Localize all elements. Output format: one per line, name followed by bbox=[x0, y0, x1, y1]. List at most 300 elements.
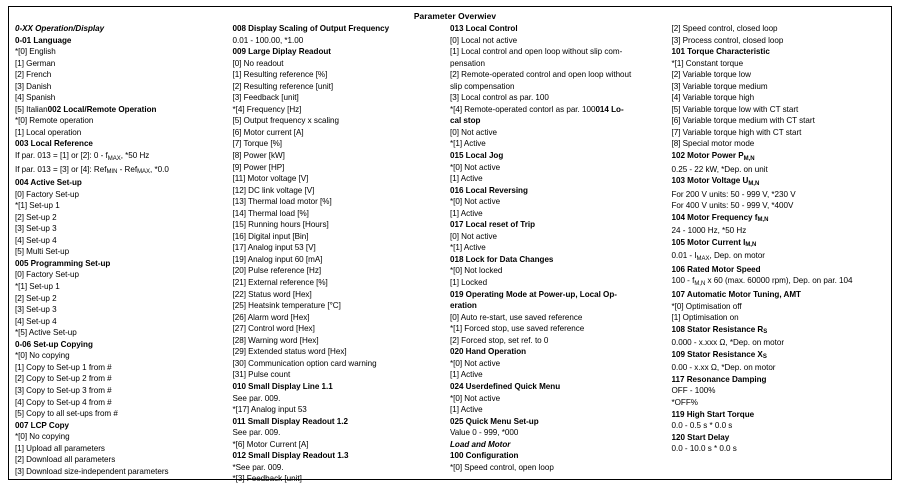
parameter-heading bbox=[233, 381, 445, 393]
parameter-option bbox=[672, 385, 886, 397]
parameter-heading bbox=[450, 289, 666, 301]
parameter-heading-text: 107 Automatic Motor Tuning, AMT bbox=[671, 290, 801, 300]
parameter-option-text: [1] Active bbox=[450, 208, 483, 218]
parameter-heading-text bbox=[672, 238, 757, 247]
parameter-option-text: *[0] Speed control, open loop bbox=[450, 462, 554, 472]
parameter-option-text: 0.0 - 10.0 s * 0.0 s bbox=[671, 444, 737, 454]
parameter-heading bbox=[450, 185, 666, 197]
parameter-option bbox=[15, 69, 227, 81]
parameter-option bbox=[233, 346, 445, 358]
parameter-option bbox=[233, 138, 445, 150]
parameter-option bbox=[233, 335, 445, 347]
parameter-option-text: [3] Local control as par. 100 bbox=[450, 93, 549, 103]
parameter-option bbox=[233, 150, 445, 162]
parameter-option bbox=[15, 431, 227, 443]
parameter-option-text: [2] Download all parameters bbox=[15, 455, 116, 465]
parameter-option-text: [1] German bbox=[15, 58, 56, 68]
parameter-option-text: 24 - 1000 Hz, *50 Hz bbox=[671, 226, 747, 236]
parameter-option-text: For 400 V units: 50 - 999 V, *400V bbox=[671, 201, 794, 211]
parameter-option-text: [2] Resulting reference [unit] bbox=[232, 81, 334, 91]
parameter-option-text: [6] Motor current [A] bbox=[232, 127, 304, 137]
parameter-heading bbox=[672, 289, 886, 301]
parameter-option bbox=[450, 369, 666, 381]
parameter-heading-text: 018 Lock for Data Changes bbox=[450, 254, 554, 264]
parameter-option-text: [3] Feedback [unit] bbox=[232, 93, 299, 103]
parameter-option bbox=[672, 138, 886, 150]
parameter-option-text: [3] Danish bbox=[15, 81, 52, 91]
parameter-option bbox=[15, 293, 227, 305]
parameter-option bbox=[233, 277, 445, 289]
parameter-heading bbox=[450, 300, 666, 312]
parameter-heading-prefix: 109 Stator Resistance X bbox=[671, 349, 763, 359]
parameter-heading-text: 005 Programming Set-up bbox=[15, 258, 111, 268]
parameter-option bbox=[672, 312, 886, 324]
parameter-heading bbox=[450, 346, 666, 358]
parameter-option bbox=[15, 223, 227, 235]
parameter-value-middle: - Ref bbox=[117, 164, 138, 174]
parameter-column-1 bbox=[15, 23, 233, 477]
parameter-option bbox=[672, 81, 886, 93]
parameter-option bbox=[233, 242, 445, 254]
parameter-option-text: *[1] Set-up 1 bbox=[15, 201, 60, 211]
parameter-heading-text: eration bbox=[450, 301, 477, 311]
parameter-subscript: MAX bbox=[107, 155, 121, 162]
parameter-option-text: [1] Copy to Set-up 1 from # bbox=[15, 362, 112, 372]
parameter-option bbox=[233, 369, 445, 381]
parameter-option-text: [4] Variable torque high bbox=[671, 93, 755, 103]
parameter-heading-prefix: 104 Motor Frequency f bbox=[671, 212, 758, 222]
parameter-option-text: For 200 V units: 50 - 999 V, *230 V bbox=[671, 189, 796, 199]
parameter-value-range bbox=[15, 164, 227, 178]
parameter-option bbox=[15, 46, 227, 58]
parameter-heading bbox=[233, 46, 445, 58]
parameter-heading bbox=[15, 258, 227, 270]
parameter-option bbox=[15, 81, 227, 93]
parameter-value-prefix: If par. 013 = [3] or [4]: Ref bbox=[15, 164, 107, 174]
parameter-option-text: [14] Thermal load [%] bbox=[232, 208, 309, 218]
parameter-option-text: [22] Status word [Hex] bbox=[232, 289, 312, 299]
parameter-option bbox=[233, 473, 445, 485]
parameter-heading-text: 008 Display Scaling of Output Frequency bbox=[232, 24, 390, 33]
parameter-option bbox=[15, 189, 227, 201]
parameter-option-text: [13] Thermal load motor [%] bbox=[232, 197, 332, 207]
parameter-heading-text: 014 Lo- bbox=[595, 104, 624, 114]
parameter-option-text: [3] Process control, closed loop bbox=[671, 35, 784, 45]
parameter-option bbox=[233, 393, 445, 405]
parameter-option bbox=[15, 397, 227, 409]
parameter-option-text: [0] Factory Set-up bbox=[15, 270, 79, 280]
parameter-option-text: [1] Resulting reference [%] bbox=[232, 70, 328, 80]
parameter-option-text: *[4] Remote-operated contorl as par. 100 bbox=[450, 104, 596, 114]
parameter-option bbox=[672, 225, 886, 237]
parameter-subscript: S bbox=[763, 329, 768, 336]
parameter-option-text: *[5] Active Set-up bbox=[15, 328, 77, 338]
parameter-heading bbox=[233, 450, 445, 462]
parameter-option-text: [1] Local operation bbox=[15, 127, 82, 137]
parameter-option bbox=[15, 385, 227, 397]
parameter-section-heading bbox=[450, 439, 666, 451]
parameter-option-text: [12] DC link voltage [V] bbox=[232, 185, 315, 195]
parameter-option bbox=[450, 393, 666, 405]
parameter-heading bbox=[672, 46, 886, 58]
parameter-option bbox=[233, 265, 445, 277]
parameter-option-text: [5] Output frequency x scaling bbox=[232, 116, 339, 126]
parameter-option-text: [2] Speed control, closed loop bbox=[671, 24, 778, 33]
parameter-heading-text: 010 Small Display Line 1.1 bbox=[232, 381, 333, 391]
parameter-option bbox=[672, 92, 886, 104]
parameter-heading-text: cal stop bbox=[450, 116, 481, 126]
parameter-option bbox=[233, 185, 445, 197]
parameter-option bbox=[15, 92, 227, 104]
parameter-heading-text: 007 LCP Copy bbox=[15, 420, 70, 430]
parameter-option bbox=[233, 312, 445, 324]
parameter-option bbox=[15, 200, 227, 212]
parameter-heading-text: 120 Start Delay bbox=[671, 432, 730, 442]
parameter-heading bbox=[672, 264, 886, 276]
parameter-subscript: M,N bbox=[748, 180, 760, 187]
parameter-heading bbox=[672, 175, 886, 189]
parameter-option-text: [4] Set-up 4 bbox=[15, 316, 57, 326]
parameter-option bbox=[672, 362, 886, 374]
parameter-option bbox=[15, 127, 227, 139]
parameter-option-text: [0] No readout bbox=[232, 58, 284, 68]
parameter-option-text: *[0] No copying bbox=[15, 432, 70, 442]
parameter-option bbox=[450, 127, 666, 139]
parameter-option bbox=[233, 162, 445, 174]
parameter-heading-text bbox=[672, 350, 767, 359]
parameter-heading-text: 009 Large Diplay Readout bbox=[232, 47, 331, 57]
parameter-option-text: [1] Active bbox=[450, 405, 483, 415]
parameter-option-text: [2] Forced stop, set ref. to 0 bbox=[450, 335, 549, 345]
parameter-heading bbox=[450, 115, 666, 127]
parameter-option bbox=[15, 316, 227, 328]
parameter-heading-text: 012 Small Display Readout 1.3 bbox=[232, 451, 349, 461]
parameter-heading-text: 013 Local Control bbox=[450, 24, 518, 33]
parameter-column-2 bbox=[233, 23, 451, 485]
parameter-value-suffix: , *50 Hz bbox=[120, 151, 150, 161]
parameter-heading bbox=[233, 416, 445, 428]
parameter-heading-text: 019 Operating Mode at Power-up, Local Op- bbox=[450, 289, 617, 299]
parameter-option bbox=[233, 104, 445, 116]
parameter-option bbox=[233, 404, 445, 416]
parameter-heading-text: 002 Local/Remote Operation bbox=[47, 104, 157, 114]
parameter-option-text: [8] Special motor mode bbox=[671, 139, 755, 149]
parameter-option bbox=[15, 304, 227, 316]
parameter-heading bbox=[450, 254, 666, 266]
parameter-option-text: *[0] Optimisation off bbox=[671, 301, 742, 311]
parameter-option bbox=[672, 23, 886, 35]
parameter-option bbox=[672, 443, 886, 455]
parameter-option bbox=[450, 173, 666, 185]
parameter-option-text: [2] Copy to Set-up 2 from # bbox=[15, 374, 112, 384]
parameter-heading bbox=[233, 23, 445, 35]
parameter-option-text: [9] Power [HP] bbox=[232, 162, 285, 172]
parameter-option-text: *[1] Forced stop, use saved reference bbox=[450, 324, 585, 334]
parameter-option bbox=[450, 242, 666, 254]
parameter-heading-text bbox=[672, 176, 760, 185]
parameter-value-prefix: 100 - f bbox=[671, 276, 695, 286]
parameter-option bbox=[672, 337, 886, 349]
parameter-heading-text: 0-06 Set-up Copying bbox=[15, 339, 93, 349]
parameter-option-text: Value 0 - 999, *000 bbox=[450, 428, 519, 438]
parameter-option bbox=[233, 289, 445, 301]
parameter-option-text: [11] Motor voltage [V] bbox=[232, 174, 309, 184]
parameter-column-4 bbox=[672, 23, 886, 455]
parameter-option bbox=[15, 373, 227, 385]
parameter-option bbox=[450, 196, 666, 208]
parameter-option-text: See par. 009. bbox=[232, 393, 281, 403]
parameter-option-text: *[0] Not locked bbox=[450, 266, 503, 276]
parameter-heading-text: 025 Quick Menu Set-up bbox=[450, 416, 539, 426]
parameter-heading-text: 100 Configuration bbox=[450, 451, 519, 461]
parameter-heading bbox=[672, 324, 886, 338]
parameter-option-text: *[1] Active bbox=[450, 243, 486, 253]
parameter-option bbox=[450, 323, 666, 335]
parameter-option-text: *[0] Not active bbox=[450, 197, 501, 207]
parameter-heading bbox=[450, 23, 666, 35]
parameter-section-heading bbox=[15, 23, 227, 35]
parameter-option bbox=[450, 335, 666, 347]
parameter-heading-text: 016 Local Reversing bbox=[450, 185, 528, 195]
parameter-subscript: MAX bbox=[137, 169, 151, 176]
parameter-option-text: [1] Optimisation on bbox=[671, 313, 739, 323]
parameter-option-text: [3] Copy to Set-up 3 from # bbox=[15, 385, 112, 395]
parameter-option bbox=[450, 427, 666, 439]
parameter-column-3 bbox=[450, 23, 672, 473]
parameter-option bbox=[15, 269, 227, 281]
parameter-option bbox=[672, 115, 886, 127]
parameter-option-text: [0] Auto re-start, use saved reference bbox=[450, 312, 583, 322]
parameter-option bbox=[233, 208, 445, 220]
parameter-subscript: S bbox=[762, 354, 767, 361]
parameter-option-text: [29] Extended status word [Hex] bbox=[232, 347, 347, 357]
parameter-option-text: *[0] No copying bbox=[15, 351, 70, 361]
parameter-option-text: [28] Warning word [Hex] bbox=[232, 335, 319, 345]
parameter-heading-prefix: 102 Motor Power P bbox=[671, 151, 744, 161]
section-heading-text: 0-XX Operation/Display bbox=[15, 24, 105, 33]
parameter-option bbox=[672, 301, 886, 313]
parameter-option-text: [0] Factory Set-up bbox=[15, 189, 79, 199]
parameter-option-text: [7] Torque [%] bbox=[232, 139, 283, 149]
parameter-option bbox=[233, 81, 445, 93]
parameter-heading bbox=[450, 150, 666, 162]
parameter-option-text: *[0] Not active bbox=[450, 162, 501, 172]
page-title: Parameter Overwiev bbox=[413, 11, 497, 21]
parameter-option bbox=[15, 327, 227, 339]
parameter-option-text: [8] Power [kW] bbox=[232, 151, 285, 161]
parameter-option-text: [1] Local control and open loop without slip com- bbox=[450, 47, 623, 57]
parameter-table-frame bbox=[8, 6, 892, 484]
parameter-option-text: [5] Variable torque low with CT start bbox=[671, 104, 799, 114]
parameter-option-text: [27] Control word [Hex] bbox=[232, 324, 315, 334]
parameter-option bbox=[15, 58, 227, 70]
parameter-option bbox=[450, 265, 666, 277]
parameter-option bbox=[672, 35, 886, 47]
parameter-option-text: [20] Pulse reference [Hz] bbox=[232, 266, 322, 276]
parameter-value-suffix: , Dep. on motor bbox=[709, 251, 765, 261]
parameter-option bbox=[233, 127, 445, 139]
parameter-option-text: [3] Download size-independent parameters bbox=[15, 466, 169, 476]
parameter-option bbox=[672, 58, 886, 70]
parameter-option bbox=[450, 208, 666, 220]
parameter-subscript: M,N bbox=[745, 242, 757, 249]
parameter-option-text: *OFF% bbox=[671, 397, 698, 407]
parameter-heading-text: 117 Resonance Damping bbox=[671, 374, 767, 384]
parameter-option-text: [1] Active bbox=[450, 174, 483, 184]
parameter-option bbox=[672, 127, 886, 139]
parameter-option bbox=[15, 235, 227, 247]
parameter-option bbox=[233, 323, 445, 335]
parameter-option bbox=[450, 81, 666, 93]
parameter-option-merged-heading bbox=[450, 104, 666, 116]
parameter-option-text: [1] Locked bbox=[450, 278, 488, 288]
parameter-option bbox=[233, 231, 445, 243]
parameter-option-text: [21] External reference [%] bbox=[232, 278, 328, 288]
parameter-option-text: [6] Variable torque medium with CT start bbox=[671, 116, 815, 126]
parameter-option-text: [4] Set-up 4 bbox=[15, 235, 57, 245]
parameter-option bbox=[450, 69, 666, 81]
parameter-option bbox=[233, 427, 445, 439]
parameter-option-text: *[0] Not active bbox=[450, 358, 501, 368]
parameter-option-text: [15] Running hours [Hours] bbox=[232, 220, 329, 230]
parameter-heading bbox=[450, 219, 666, 231]
parameter-heading bbox=[15, 420, 227, 432]
parameter-option-text: 0.000 - x.xxx Ω, *Dep. on motor bbox=[671, 338, 784, 348]
parameter-option bbox=[672, 164, 886, 176]
parameter-heading-text: 119 High Start Torque bbox=[671, 409, 755, 419]
section-heading-text: Load and Motor bbox=[450, 439, 511, 449]
parameter-option-text: slip compensation bbox=[450, 81, 515, 91]
parameter-heading bbox=[672, 374, 886, 386]
parameter-option bbox=[233, 300, 445, 312]
parameter-heading-prefix: 105 Motor Current I bbox=[671, 237, 746, 247]
parameter-heading-text: 024 Userdefined Quick Menu bbox=[450, 381, 561, 391]
parameter-heading-text bbox=[672, 151, 755, 160]
parameter-option-text: [2] French bbox=[15, 70, 52, 80]
parameter-option-text: *[0] English bbox=[15, 47, 56, 57]
parameter-option-text: OFF - 100% bbox=[671, 386, 716, 396]
parameter-heading bbox=[15, 35, 227, 47]
parameter-option bbox=[450, 46, 666, 58]
parameter-option-text: *[1] Active bbox=[450, 139, 486, 149]
parameter-value-range bbox=[15, 150, 227, 164]
parameter-option-text: [4] Spanish bbox=[15, 93, 56, 103]
parameter-heading bbox=[672, 432, 886, 444]
parameter-value-suffix: , *0.0 bbox=[150, 164, 169, 174]
parameter-option-text: [4] Copy to Set-up 4 from # bbox=[15, 397, 112, 407]
parameter-option bbox=[233, 254, 445, 266]
parameter-heading bbox=[672, 409, 886, 421]
parameter-option bbox=[450, 404, 666, 416]
parameter-option-text: [5] Multi Set-up bbox=[15, 247, 70, 257]
parameter-option-text: [30] Communication option card warning bbox=[232, 358, 377, 368]
parameter-heading bbox=[672, 349, 886, 363]
parameter-option bbox=[450, 138, 666, 150]
parameter-heading bbox=[450, 416, 666, 428]
parameter-option bbox=[450, 58, 666, 70]
parameter-option-text: [0] Local not active bbox=[450, 35, 518, 45]
parameter-option-text: [3] Set-up 3 bbox=[15, 224, 57, 234]
parameter-option-text: [26] Alarm word [Hex] bbox=[232, 312, 310, 322]
parameter-option bbox=[450, 277, 666, 289]
parameter-subscript: MIN bbox=[106, 169, 118, 176]
parameter-option bbox=[233, 173, 445, 185]
parameter-option-text: [0] Not active bbox=[450, 231, 497, 241]
parameter-option-text: [2] Remote-operated control and open loop without bbox=[450, 70, 632, 80]
parameter-option-text: [1] Active bbox=[450, 370, 483, 380]
parameter-heading-text: 015 Local Jog bbox=[450, 151, 504, 161]
parameter-option-text: pensation bbox=[450, 58, 485, 68]
parameter-option-text: 0.01 - 100.00, *1.00 bbox=[232, 35, 304, 45]
parameter-option-text: [25] Heatsink temperature [°C] bbox=[232, 301, 341, 311]
parameter-option bbox=[672, 189, 886, 201]
parameter-heading-text: 106 Rated Motor Speed bbox=[671, 264, 761, 274]
parameter-option-text: [5] Copy to all set-ups from # bbox=[15, 409, 118, 419]
parameter-option-text: *See par. 009. bbox=[232, 462, 284, 472]
parameter-option bbox=[15, 466, 227, 478]
parameter-option bbox=[233, 35, 445, 47]
parameter-option bbox=[15, 115, 227, 127]
parameter-option-text: *[3] Feedback [unit] bbox=[232, 474, 302, 484]
parameter-option bbox=[15, 350, 227, 362]
parameter-heading bbox=[15, 177, 227, 189]
parameter-heading-text: 017 Local reset of Trip bbox=[450, 220, 536, 230]
parameter-option-text: [16] Digital input [Bin] bbox=[232, 231, 309, 241]
parameter-option bbox=[15, 212, 227, 224]
parameter-option-text: [1] Upload all parameters bbox=[15, 443, 105, 453]
parameter-option bbox=[233, 439, 445, 451]
parameter-option bbox=[233, 69, 445, 81]
parameter-option bbox=[15, 454, 227, 466]
parameter-heading bbox=[672, 212, 886, 226]
parameter-option-text: *[0] Not active bbox=[450, 393, 501, 403]
parameter-option-text: [2] Set-up 2 bbox=[15, 212, 57, 222]
parameter-option-text: *[4] Frequency [Hz] bbox=[232, 104, 302, 114]
parameter-option-merged-heading bbox=[15, 104, 227, 116]
parameter-option bbox=[15, 246, 227, 258]
parameter-option-text: *[17] Analog input 53 bbox=[232, 405, 307, 415]
parameter-option bbox=[15, 281, 227, 293]
parameter-heading-text: 101 Torque Characteristic bbox=[671, 47, 770, 57]
parameter-heading bbox=[672, 150, 886, 164]
parameter-option bbox=[450, 312, 666, 324]
parameter-option-text: [19] Analog input 60 [mA] bbox=[232, 254, 323, 264]
parameter-option-text: [2] Set-up 2 bbox=[15, 293, 57, 303]
parameter-option bbox=[672, 420, 886, 432]
parameter-heading-text: 020 Hand Operation bbox=[450, 347, 527, 357]
parameter-heading bbox=[15, 339, 227, 351]
parameter-option bbox=[233, 358, 445, 370]
parameter-heading-text: 004 Active Set-up bbox=[15, 178, 82, 188]
parameter-option-text: *[6] Motor Current [A] bbox=[232, 439, 309, 449]
parameter-heading-prefix: 108 Stator Resistance R bbox=[671, 324, 764, 334]
parameter-option bbox=[233, 92, 445, 104]
parameter-option bbox=[233, 462, 445, 474]
parameter-option-text: [2] Variable torque low bbox=[671, 70, 751, 80]
parameter-option bbox=[450, 231, 666, 243]
parameter-heading-text: 0-01 Language bbox=[15, 35, 72, 45]
parameter-option-text: [7] Variable torque high with CT start bbox=[671, 127, 802, 137]
parameter-option-text: *[1] Constant torque bbox=[671, 58, 744, 68]
parameter-heading-text bbox=[672, 325, 768, 334]
parameter-heading-prefix: 103 Motor Voltage U bbox=[671, 176, 749, 186]
parameter-columns bbox=[15, 23, 885, 485]
parameter-option bbox=[15, 362, 227, 374]
parameter-option bbox=[233, 115, 445, 127]
parameter-option-text: See par. 009. bbox=[232, 428, 281, 438]
parameter-subscript: M,N bbox=[694, 280, 706, 287]
parameter-value-range bbox=[672, 275, 886, 289]
